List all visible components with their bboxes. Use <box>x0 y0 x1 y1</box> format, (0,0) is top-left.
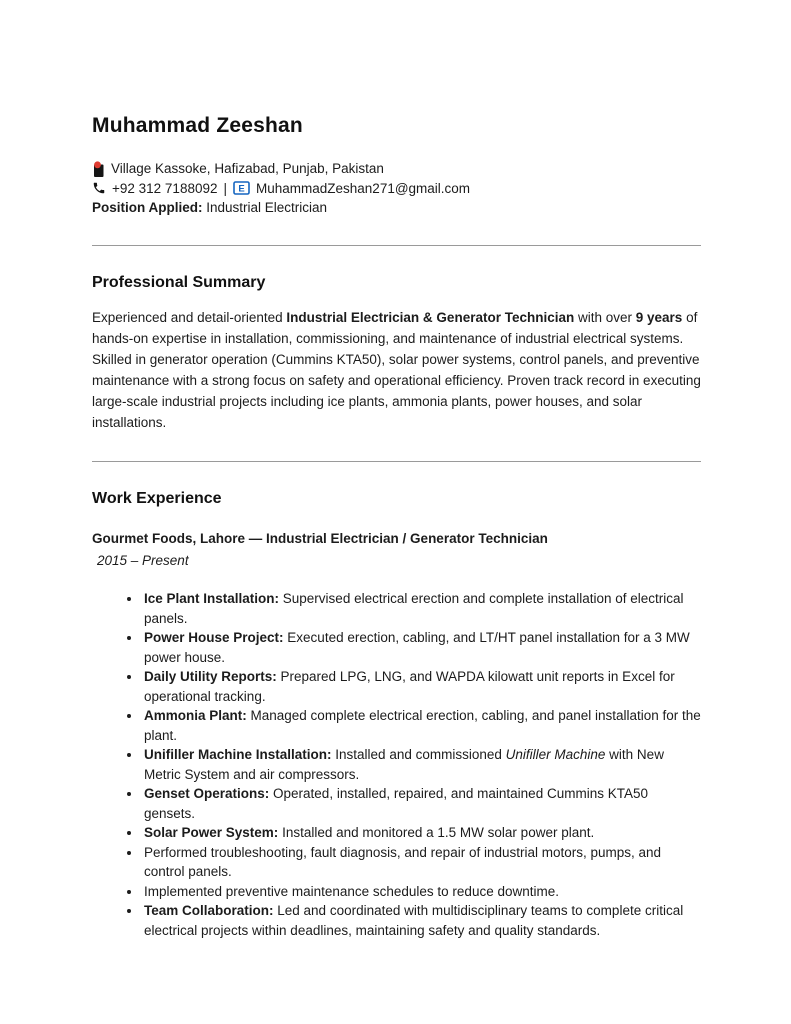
text-segment: Installed and monitored a 1.5 MW solar power plant. <box>278 825 595 840</box>
section-divider <box>92 461 701 462</box>
phone-text: +92 312 7188092 <box>112 180 218 196</box>
section-divider <box>92 245 701 246</box>
text-segment: with over <box>574 309 636 325</box>
text-segment: Ice Plant Installation: <box>144 591 280 606</box>
summary-paragraph <box>92 307 701 433</box>
text-segment: of hands-on expertise in installation, commissioning, and maintenance of industrial electrical systems. Skilled in generator operation (Cummins KTA50), solar power systems, control panels, and preventive maintenance with a strong focus on safety and operational efficiency. Proven track record in executing large-scale industrial projects including ice plants, ammonia plants, power houses, and solar installations. <box>92 309 701 430</box>
text-segment: Daily Utility Reports: <box>144 669 277 684</box>
experience-bullet <box>142 901 701 940</box>
text-segment: Industrial Electrician & Generator Technician <box>286 309 575 325</box>
text-segment: Managed complete electrical erection, cabling, and panel installation for the plant. <box>144 708 701 743</box>
experience-bullet <box>142 784 701 823</box>
experience-bullet <box>142 882 701 902</box>
svg-text:E: E <box>238 183 245 195</box>
text-segment: Prepared LPG, LNG, and WAPDA kilowatt unit reports in Excel for operational tracking. <box>144 669 675 704</box>
text-segment: Experienced and detail-oriented <box>92 309 287 325</box>
resume-name: Muhammad Zeeshan <box>92 114 303 137</box>
contact-phone-email-line <box>92 179 701 199</box>
text-segment: Power House Project: <box>144 630 284 645</box>
location-pin-icon <box>92 161 105 177</box>
text-segment: Implemented preventive maintenance schedules to reduce downtime. <box>144 883 559 899</box>
text-segment: Led and coordinated with multidisciplinary teams to complete critical electrical projects within deadlines, maintaining safety and quality standards. <box>144 903 684 938</box>
text-segment: Installed and commissioned <box>331 747 506 762</box>
position-value: Industrial Electrician <box>206 200 328 215</box>
text-segment: Genset Operations: <box>144 786 270 801</box>
resume-content <box>92 0 701 940</box>
job-title: Gourmet Foods, Lahore — Industrial Electrician / Generator Technician <box>92 530 548 546</box>
experience-bullet <box>142 843 701 882</box>
experience-bullet <box>142 667 701 706</box>
text-segment: Unifiller Machine <box>505 747 606 762</box>
phone-icon <box>92 181 106 195</box>
text-segment: Operated, installed, repaired, and maintained Cummins KTA50 gensets. <box>144 786 648 821</box>
location-text: Village Kassoke, Hafizabad, Punjab, Pakistan <box>111 161 384 176</box>
text-segment: Supervised electrical erection and complete installation of electrical panels. <box>144 591 684 626</box>
text-segment: Unifiller Machine Installation: <box>144 747 332 762</box>
experience-bullet <box>142 628 701 667</box>
experience-bullet <box>142 589 701 628</box>
experience-bullet <box>142 745 701 784</box>
text-segment: with New Metric System and air compressors. <box>144 747 664 782</box>
text-segment: Solar Power System: <box>144 825 279 840</box>
text-segment: Executed erection, cabling, and LT/HT panel installation for a 3 MW power house. <box>144 630 690 665</box>
contact-position-line <box>92 198 701 218</box>
job-date-range: 2015 – Present <box>97 552 189 568</box>
experience-bullet-list <box>92 589 701 940</box>
text-segment: Ammonia Plant: <box>144 708 247 723</box>
experience-heading: Work Experience <box>92 489 222 507</box>
position-label: Position Applied: <box>92 200 203 215</box>
contact-separator: | <box>223 180 227 196</box>
email-text: MuhammadZeshan271@gmail.com <box>256 180 471 196</box>
text-segment: Performed troubleshooting, fault diagnosis, and repair of industrial motors, pumps, and control panels. <box>144 844 662 879</box>
experience-bullet <box>142 823 701 843</box>
contact-location-line <box>92 159 701 179</box>
experience-bullet <box>142 706 701 745</box>
email-icon <box>233 181 250 195</box>
summary-heading: Professional Summary <box>92 273 266 291</box>
text-segment: 9 years <box>635 309 683 325</box>
contact-block <box>92 159 701 218</box>
text-segment: Team Collaboration: <box>144 903 274 918</box>
